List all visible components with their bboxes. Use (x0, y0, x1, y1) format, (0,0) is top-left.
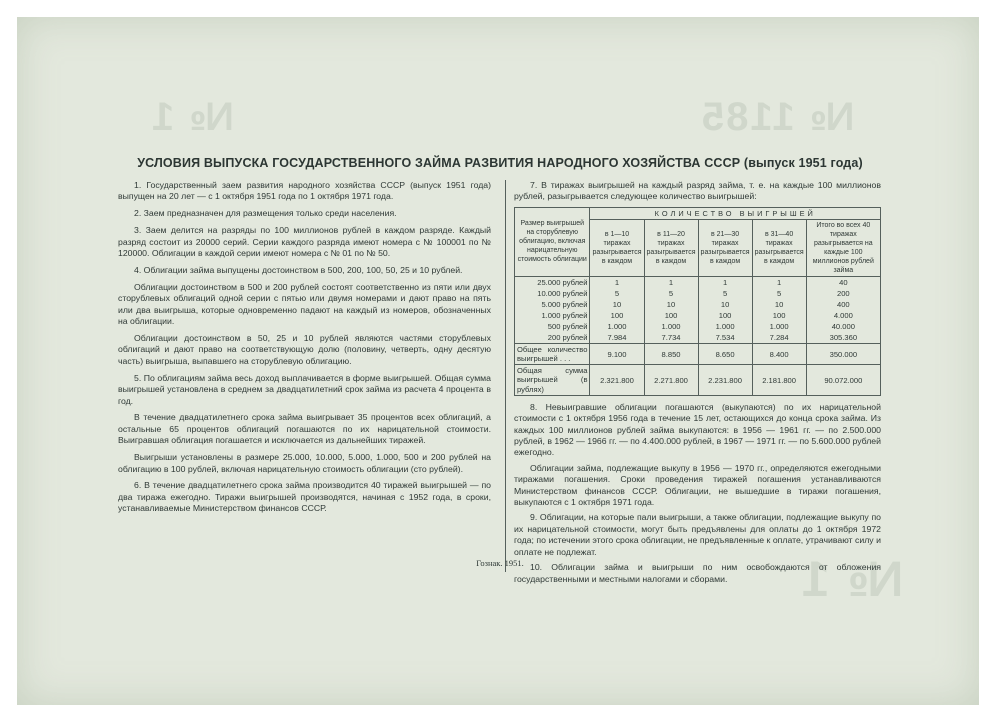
cell: 9.100 (590, 343, 644, 364)
table-row (515, 310, 881, 321)
table-header-size: Размер выигрышей на сторублевую облигацию, включая нарицательную стоимость облигации (515, 207, 590, 276)
cell: 4.000 (806, 310, 880, 321)
paragraph: Выигрыши установлены в размере 25.000, 10.000, 5.000, 1.000, 500 и 200 рублей на облигацию в 100 рублей, включая нарицательную стоимость облигации (сто рублей). (118, 452, 491, 474)
paragraph: 9. Облигации, на которые пали выигрыши, а также облигации, подлежащие выкупу по их нарицательной стоимости, могут быть предъявлены для оплаты до 1 октября 1972 года; по истечении этого срока облигации, не предъявленные к оплате, утрачивают силу и оплате не подлежат. (514, 512, 881, 557)
right-column (514, 180, 881, 589)
table-row (515, 332, 881, 344)
cell: 1.000 (752, 321, 806, 332)
cell: 7.534 (698, 332, 752, 344)
prize-rows (515, 276, 881, 395)
table-header: в 1—10 тиражах разыгрывается в каждом (590, 219, 644, 276)
cell: 10 (752, 299, 806, 310)
cell: 2.231.800 (698, 365, 752, 396)
cell: 350.000 (806, 343, 880, 364)
cell: 8.850 (644, 343, 698, 364)
cell: 10 (590, 299, 644, 310)
table-header: Итого во всех 40 тиражах разыгрывается на каждые 100 миллионов рублей займа (806, 219, 880, 276)
cell: 10 (698, 299, 752, 310)
cell: 100 (752, 310, 806, 321)
table-row (515, 321, 881, 332)
cell: 10 (644, 299, 698, 310)
row-label: 200 рублей (515, 332, 590, 344)
cell: 2.271.800 (644, 365, 698, 396)
total-count-row (515, 343, 881, 364)
paragraph: Облигации займа, подлежащие выкупу в 1956 — 1970 гг., определяются ежегодными тиражами погашения. Сроки проведения тиражей погашения устанавливаются Министерством финансов СССР. Облигации, не вышедшие в тиражи погашения, выкупаются с 1 октября 1971 года. (514, 462, 881, 508)
cell: 8.650 (698, 343, 752, 364)
cell: 1 (698, 276, 752, 288)
row-label: 10.000 рублей (515, 288, 590, 299)
row-label: 5.000 рублей (515, 299, 590, 310)
prize-table (514, 207, 881, 396)
document-title (0, 156, 1000, 170)
printer-imprint: Гознак. 1951. (476, 558, 524, 568)
cell: 5 (752, 288, 806, 299)
cell: 1.000 (644, 321, 698, 332)
row-label: 500 рублей (515, 321, 590, 332)
paragraph: В течение двадцатилетнего срока займа выигрывает 35 процентов всех облигаций, а остальные 65 процентов облигаций погашаются по их нарицательной стоимости. Выигравшая облигация погашается и исключается из дальнейших тиражей. (118, 412, 491, 446)
cell: 100 (644, 310, 698, 321)
row-label: Общее количество выигрышей . . . (515, 343, 590, 364)
cell: 100 (698, 310, 752, 321)
paragraph: Облигации достоинством в 50, 25 и 10 рублей являются частями сторублевых облигаций и дают право на соответствующую долю (половину, четверть, одну десятую часть) выигрыша, выпавшего на сторублевую облигацию. (118, 332, 491, 366)
paragraph: 5. По облигациям займа весь доход выплачивается в форме выигрышей. Общая сумма выигрышей установлена в среднем за двадцатилетний срок займа из расчета 4 процента в год. (118, 372, 491, 406)
cell: 2.321.800 (590, 365, 644, 396)
paragraph: 2. Заем предназначен для размещения только среди населения. (134, 208, 397, 219)
cell: 100 (590, 310, 644, 321)
table-header: в 31—40 тиражах разыгрывается в каждом (752, 219, 806, 276)
cell: 1 (644, 276, 698, 288)
left-column (118, 180, 491, 520)
cell: 1 (752, 276, 806, 288)
cell: 40 (806, 276, 880, 288)
cell: 5 (644, 288, 698, 299)
table-row (515, 299, 881, 310)
paragraph: 8. Невыигравшие облигации погашаются (выкупаются) по их нарицательной стоимости с 1 октября 1956 года в течение 15 лет, остающихся до конца срока займа. Из каждых 100 миллионов рублей займа выкупаются: в 1956 — 1961 гг. — по 2.500.000 рублей, в 1962 — 1966 гг. — по 4.400.000 рублей, в 1967 — 1971 гг. — по 5.600.000 рублей ежегодно. (514, 401, 881, 458)
cell: 1 (590, 276, 644, 288)
cell: 7.984 (590, 332, 644, 344)
column-divider (505, 180, 506, 572)
faint-serial-left: № 1 (150, 95, 234, 139)
cell: 5 (698, 288, 752, 299)
cell: 7.284 (752, 332, 806, 344)
cell: 5 (590, 288, 644, 299)
title-main: УСЛОВИЯ ВЫПУСКА ГОСУДАРСТВЕННОГО ЗАЙМА РАЗВИТИЯ НАРОДНОГО ХОЗЯЙСТВА СССР (137, 156, 741, 170)
table-row (515, 276, 881, 288)
row-label: Общая сумма выигрышей (в рублях) (515, 365, 590, 396)
cell: 90.072.000 (806, 365, 880, 396)
cell: 1.000 (698, 321, 752, 332)
paragraph: 10. Облигации займа и выигрыши по ним освобождаются от обложения государственными и местными налогами и сборами. (514, 562, 881, 584)
table-row (515, 288, 881, 299)
table-header-group: КОЛИЧЕСТВО ВЫИГРЫШЕЙ (590, 207, 881, 219)
faint-serial-bottom: № 1 (800, 551, 904, 607)
paragraph: 3. Заем делится на разряды по 100 миллионов рублей в каждом разряде. Каждый разряд состоит из 20000 серий. Серии каждого разряда имеют номера с № 100001 по № 120000. Облигации в каждой серии имеют номера с № 01 по № 50. (118, 225, 491, 259)
title-year: (выпуск 1951 года) (743, 156, 863, 170)
paragraph: 7. В тиражах выигрышей на каждый разряд займа, т. е. на каждые 100 миллионов рублей, разыгрывается следующее количество выигрышей: (514, 180, 881, 202)
paragraph: Облигации достоинством в 500 и 200 рублей состоят соответственно из пяти или двух сторублевых облигаций одной серии с пятью или двумя номерами и дают право на пять или два выигрыша, которые одновременно падают на каждый из номеров, обозначенных на облигации. (118, 281, 491, 327)
cell: 305.360 (806, 332, 880, 344)
paragraph: 6. В течение двадцатилетнего срока займа производится 40 тиражей выигрышей — по два тиража ежегодно. Тиражи выигрышей производятся, начиная с 1952 года, в сроки, устанавливаемые Министерством финансов СССР. (118, 480, 491, 514)
paragraph: 1. Государственный заем развития народного хозяйства СССР (выпуск 1951 года) выпущен на 20 лет — с 1 октября 1951 года по 1 октября 1971 года. (118, 180, 491, 202)
table-header: в 11—20 тиражах разыгрывается в каждом (644, 219, 698, 276)
cell: 400 (806, 299, 880, 310)
cell: 8.400 (752, 343, 806, 364)
faint-serial-right: № 1185 (700, 95, 855, 139)
row-label: 25.000 рублей (515, 276, 590, 288)
cell: 1.000 (590, 321, 644, 332)
cell: 40.000 (806, 321, 880, 332)
cell: 200 (806, 288, 880, 299)
cell: 7.734 (644, 332, 698, 344)
cell: 2.181.800 (752, 365, 806, 396)
table-header: в 21—30 тиражах разыгрывается в каждом (698, 219, 752, 276)
paragraph: 4. Облигации займа выпущены достоинством в 500, 200, 100, 50, 25 и 10 рублей. (134, 264, 463, 275)
row-label: 1.000 рублей (515, 310, 590, 321)
total-sum-row (515, 365, 881, 396)
